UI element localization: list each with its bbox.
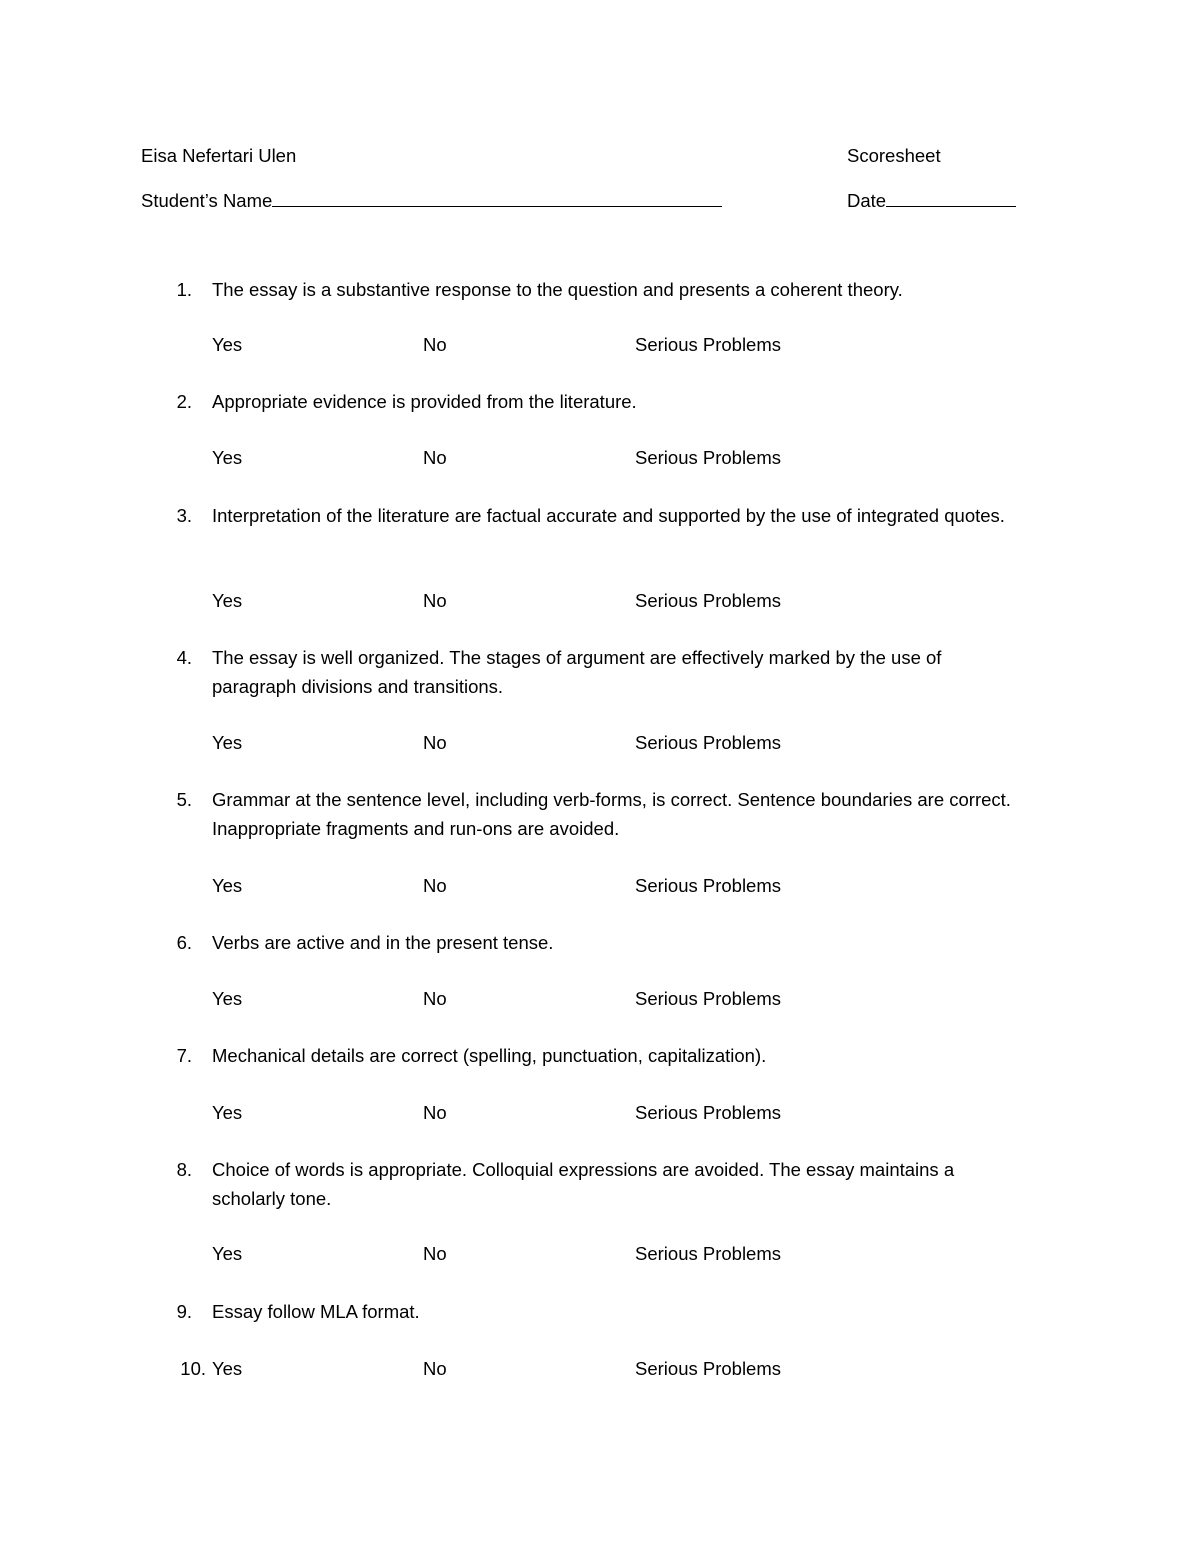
item-number: 8. xyxy=(176,1159,192,1180)
option-yes[interactable]: Yes xyxy=(212,988,243,1009)
item-text: Mechanical details are correct (spelling, punctuation, capitalization). xyxy=(212,1045,767,1066)
option-serious-problems[interactable]: Serious Problems xyxy=(635,875,782,896)
item-number: 10. xyxy=(180,1358,206,1379)
option-serious-problems[interactable]: Serious Problems xyxy=(635,988,782,1009)
date-field xyxy=(847,186,1016,215)
item-number: 1. xyxy=(176,279,192,300)
item-text: Interpretation of the literature are factual accurate and supported by the use of integrated quotes. xyxy=(212,505,1005,526)
option-no[interactable]: No xyxy=(423,1102,447,1123)
item-text: The essay is a substantive response to the question and presents a coherent theory. xyxy=(212,279,903,300)
option-serious-problems[interactable]: Serious Problems xyxy=(635,1243,782,1264)
item-number: 7. xyxy=(176,1045,192,1066)
student-name-field xyxy=(141,186,722,215)
item-number: 9. xyxy=(176,1301,192,1322)
option-no[interactable]: No xyxy=(423,875,447,896)
option-no[interactable]: No xyxy=(423,334,447,355)
option-no[interactable]: No xyxy=(423,732,447,753)
option-serious-problems[interactable]: Serious Problems xyxy=(635,334,782,355)
item-number: 2. xyxy=(176,391,192,412)
option-serious-problems[interactable]: Serious Problems xyxy=(635,590,782,611)
option-serious-problems[interactable]: Serious Problems xyxy=(635,732,782,753)
document-title: Scoresheet xyxy=(847,145,941,166)
option-yes[interactable]: Yes xyxy=(212,1102,243,1123)
option-yes[interactable]: Yes xyxy=(212,447,243,468)
item-text: Essay follow MLA format. xyxy=(212,1301,420,1322)
student-name-label: Student’s Name xyxy=(141,190,273,211)
option-yes[interactable]: Yes xyxy=(212,875,243,896)
item-text: Verbs are active and in the present tense. xyxy=(212,932,554,953)
option-yes[interactable]: Yes xyxy=(212,590,243,611)
item-number: 3. xyxy=(176,505,192,526)
item-text: Choice of words is appropriate. Colloquial expressions are avoided. The essay maintains a scholarly tone. xyxy=(212,1159,955,1209)
option-serious-problems[interactable]: Serious Problems xyxy=(635,1358,782,1379)
option-yes[interactable]: Yes xyxy=(212,334,243,355)
item-number: 5. xyxy=(176,789,192,810)
option-no[interactable]: No xyxy=(423,590,447,611)
option-serious-problems[interactable]: Serious Problems xyxy=(635,447,782,468)
item-text: The essay is well organized. The stages of argument are effectively marked by the use of paragraph divisions and transitions. xyxy=(212,647,942,697)
student-name-blank[interactable] xyxy=(272,186,722,207)
date-label: Date xyxy=(847,190,887,211)
option-no[interactable]: No xyxy=(423,1243,447,1264)
item-number: 6. xyxy=(176,932,192,953)
option-no[interactable]: No xyxy=(423,988,447,1009)
date-blank[interactable] xyxy=(886,186,1016,207)
option-yes[interactable]: Yes xyxy=(212,732,243,753)
item-text: Appropriate evidence is provided from the literature. xyxy=(212,391,637,412)
option-serious-problems[interactable]: Serious Problems xyxy=(635,1102,782,1123)
author-name: Eisa Nefertari Ulen xyxy=(141,145,297,166)
item-text: Grammar at the sentence level, including verb-forms, is correct. Sentence boundaries are correct. Inappropriate fragments and run-ons are avoided. xyxy=(212,789,1011,839)
option-no[interactable]: No xyxy=(423,447,447,468)
option-yes[interactable]: Yes xyxy=(212,1243,243,1264)
option-yes[interactable]: Yes xyxy=(212,1358,243,1379)
item-number: 4. xyxy=(176,647,192,668)
option-no[interactable]: No xyxy=(423,1358,447,1379)
